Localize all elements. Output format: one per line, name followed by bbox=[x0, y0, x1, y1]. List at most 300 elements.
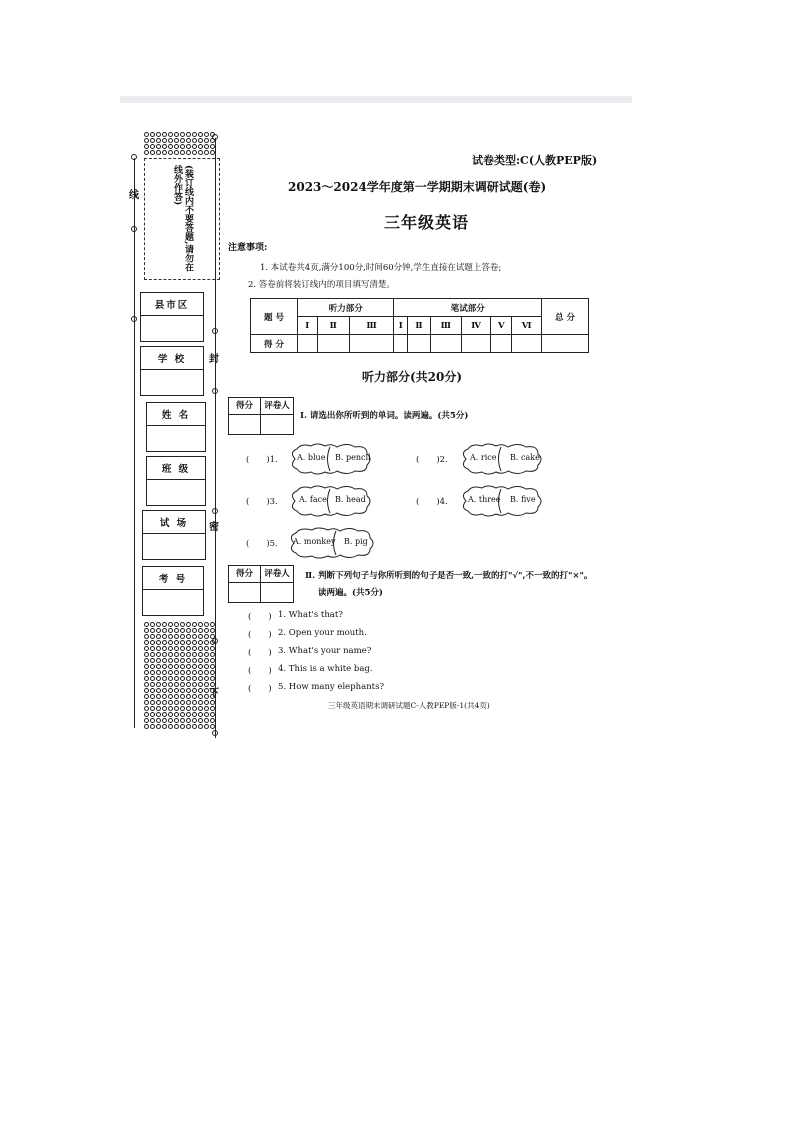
subject-title: 三年级英语 bbox=[384, 213, 470, 232]
punch-dot bbox=[174, 150, 179, 155]
punch-dot bbox=[144, 700, 149, 705]
punch-dot bbox=[180, 144, 185, 149]
punch-dot bbox=[198, 138, 203, 143]
side-hole bbox=[212, 730, 218, 736]
punch-dot bbox=[156, 688, 161, 693]
punch-dot bbox=[174, 664, 179, 669]
punch-dot bbox=[168, 634, 173, 639]
punch-dot bbox=[198, 646, 203, 651]
punch-dot bbox=[156, 712, 161, 717]
punch-dot bbox=[162, 628, 167, 633]
punch-dot bbox=[162, 670, 167, 675]
punch-dot bbox=[192, 676, 197, 681]
bottom-dot-grid bbox=[144, 622, 215, 729]
punch-dot bbox=[186, 724, 191, 729]
punch-dot bbox=[192, 670, 197, 675]
punch-dot bbox=[174, 634, 179, 639]
punch-dot bbox=[162, 640, 167, 645]
notes-item-2: 2. 答卷前将装订线内的项目填写清楚。 bbox=[248, 280, 395, 290]
punch-dot bbox=[180, 628, 185, 633]
punch-dot bbox=[168, 700, 173, 705]
top-scan-strip bbox=[120, 96, 632, 103]
punch-dot bbox=[144, 676, 149, 681]
punch-dot bbox=[204, 718, 209, 723]
punch-dot bbox=[156, 670, 161, 675]
punch-dot bbox=[168, 150, 173, 155]
field-county-label: 县市区 bbox=[154, 300, 190, 311]
punch-dot bbox=[198, 628, 203, 633]
punch-dot bbox=[180, 634, 185, 639]
punch-dot bbox=[144, 694, 149, 699]
field-exam-number[interactable] bbox=[142, 566, 204, 616]
punch-dot bbox=[150, 712, 155, 717]
punch-dot bbox=[156, 628, 161, 633]
punch-dot bbox=[198, 132, 203, 137]
punch-dot bbox=[168, 646, 173, 651]
option-b[interactable]: B. pig bbox=[344, 537, 368, 546]
punch-dot bbox=[180, 670, 185, 675]
punch-dot bbox=[150, 670, 155, 675]
punch-dot bbox=[168, 144, 173, 149]
option-a[interactable]: A. three bbox=[468, 495, 501, 504]
score-cell[interactable] bbox=[512, 335, 542, 353]
punch-dot bbox=[168, 670, 173, 675]
punch-dot bbox=[204, 700, 209, 705]
punch-dot bbox=[204, 676, 209, 681]
score-cell[interactable] bbox=[461, 335, 490, 353]
punch-dot bbox=[156, 658, 161, 663]
answer-paren[interactable]: ( ) bbox=[248, 612, 272, 622]
score-table bbox=[250, 298, 589, 353]
grade-box-score-label: 得分 bbox=[229, 566, 261, 583]
punch-dot bbox=[186, 622, 191, 627]
punch-dot bbox=[156, 132, 161, 137]
answer-paren[interactable]: ( ) bbox=[248, 684, 272, 694]
field-room[interactable] bbox=[142, 510, 206, 560]
punch-dot bbox=[156, 634, 161, 639]
punch-dot bbox=[168, 688, 173, 693]
punch-dot bbox=[162, 712, 167, 717]
side-hole bbox=[212, 134, 218, 140]
punch-dot bbox=[174, 712, 179, 717]
option-b[interactable]: B. pencil bbox=[335, 453, 371, 462]
punch-dot bbox=[168, 682, 173, 687]
answer-paren[interactable]: ( ) bbox=[248, 630, 272, 640]
binding-line-right bbox=[215, 138, 216, 738]
col-w5: Ⅴ bbox=[491, 317, 512, 335]
punch-dot bbox=[174, 622, 179, 627]
punch-dot bbox=[186, 700, 191, 705]
punch-dot bbox=[168, 676, 173, 681]
punch-dot bbox=[192, 682, 197, 687]
grade-box-grader-label: 评卷人 bbox=[261, 398, 293, 415]
paper-type: 试卷类型:C(人教PEP版) bbox=[472, 154, 598, 167]
punch-dot bbox=[174, 694, 179, 699]
punch-dot bbox=[192, 694, 197, 699]
punch-dot bbox=[180, 694, 185, 699]
punch-dot bbox=[180, 724, 185, 729]
punch-dot bbox=[204, 724, 209, 729]
option-a[interactable]: A. blue bbox=[297, 453, 326, 462]
punch-dot bbox=[156, 700, 161, 705]
punch-dot bbox=[156, 706, 161, 711]
exam-page bbox=[120, 118, 632, 748]
punch-dot bbox=[150, 144, 155, 149]
punch-dot bbox=[204, 670, 209, 675]
punch-dot bbox=[186, 132, 191, 137]
score-cell[interactable] bbox=[542, 335, 589, 353]
punch-dot bbox=[144, 712, 149, 717]
total-header: 总 分 bbox=[542, 299, 589, 335]
punch-dot bbox=[156, 724, 161, 729]
punch-dot bbox=[186, 682, 191, 687]
punch-dot bbox=[186, 646, 191, 651]
punch-dot bbox=[204, 706, 209, 711]
punch-dot bbox=[180, 688, 185, 693]
punch-dot bbox=[180, 150, 185, 155]
punch-dot bbox=[192, 144, 197, 149]
col-l1: Ⅰ bbox=[298, 317, 318, 335]
punch-dot bbox=[180, 664, 185, 669]
score-cell[interactable] bbox=[408, 335, 431, 353]
punch-dot bbox=[156, 718, 161, 723]
part2-instruction: Ⅱ. 判断下列句子与你所听到的句子是否一致,一致的打"√",不一致的打"×"。 bbox=[305, 571, 593, 581]
binding-notice: (装订线内不要答题,请勿在线外作答) bbox=[172, 165, 193, 272]
option-a[interactable]: A. face bbox=[299, 495, 327, 504]
punch-dot bbox=[204, 640, 209, 645]
binding-line-left bbox=[134, 158, 135, 728]
listening-header: 听力部分 bbox=[298, 299, 394, 317]
punch-dot bbox=[180, 712, 185, 717]
section-title: 听力部分(共20分) bbox=[362, 370, 463, 384]
option-a[interactable]: A. rice bbox=[470, 453, 497, 462]
punch-dot bbox=[150, 652, 155, 657]
punch-dot bbox=[150, 700, 155, 705]
punch-dot bbox=[162, 682, 167, 687]
score-cell[interactable] bbox=[430, 335, 461, 353]
punch-dot bbox=[156, 682, 161, 687]
punch-dot bbox=[150, 640, 155, 645]
answer-paren-5[interactable]: ( )5. bbox=[246, 539, 278, 549]
option-cloud-1 bbox=[287, 442, 373, 476]
col-l3: Ⅲ bbox=[349, 317, 394, 335]
field-school[interactable] bbox=[140, 346, 204, 396]
punch-dot bbox=[150, 132, 155, 137]
punch-dot bbox=[168, 712, 173, 717]
punch-dot bbox=[186, 676, 191, 681]
punch-dot bbox=[162, 688, 167, 693]
answer-paren-3[interactable]: ( )3. bbox=[246, 497, 278, 507]
punch-dot bbox=[180, 640, 185, 645]
punch-dot bbox=[162, 132, 167, 137]
punch-dot bbox=[192, 640, 197, 645]
punch-dot bbox=[168, 724, 173, 729]
answer-paren-1[interactable]: ( )1. bbox=[246, 455, 278, 465]
score-cell[interactable] bbox=[298, 335, 318, 353]
punch-dot bbox=[174, 676, 179, 681]
punch-dot bbox=[174, 138, 179, 143]
field-name[interactable] bbox=[146, 402, 206, 452]
punch-dot bbox=[156, 646, 161, 651]
punch-dot bbox=[150, 724, 155, 729]
punch-dot bbox=[168, 138, 173, 143]
punch-dot bbox=[150, 138, 155, 143]
punch-dot bbox=[168, 664, 173, 669]
punch-dot bbox=[198, 664, 203, 669]
score-cell[interactable] bbox=[349, 335, 394, 353]
punch-dot bbox=[168, 658, 173, 663]
punch-dot bbox=[204, 664, 209, 669]
punch-dot bbox=[192, 664, 197, 669]
punch-dot bbox=[192, 150, 197, 155]
punch-dot bbox=[162, 138, 167, 143]
punch-dot bbox=[150, 664, 155, 669]
punch-dot bbox=[204, 150, 209, 155]
punch-dot bbox=[198, 144, 203, 149]
answer-paren[interactable]: ( ) bbox=[248, 648, 272, 658]
punch-dot bbox=[150, 706, 155, 711]
punch-dot bbox=[162, 706, 167, 711]
punch-dot bbox=[144, 682, 149, 687]
part2-instruction-line2: 读两遍。(共5分) bbox=[318, 588, 383, 598]
punch-dot bbox=[150, 694, 155, 699]
top-dot-grid bbox=[144, 132, 215, 155]
punch-dot bbox=[156, 138, 161, 143]
punch-dot bbox=[162, 700, 167, 705]
punch-dot bbox=[144, 658, 149, 663]
punch-dot bbox=[144, 634, 149, 639]
grade-box-part2[interactable] bbox=[228, 565, 294, 603]
punch-dot bbox=[150, 688, 155, 693]
field-exam-number-label: 考 号 bbox=[158, 574, 188, 585]
field-name-label: 姓 名 bbox=[161, 410, 191, 421]
punch-dot bbox=[144, 144, 149, 149]
field-class[interactable] bbox=[146, 456, 206, 506]
punch-dot bbox=[174, 724, 179, 729]
field-school-label: 学 校 bbox=[157, 354, 187, 365]
punch-dot bbox=[144, 622, 149, 627]
punch-dot bbox=[144, 138, 149, 143]
option-b[interactable]: B. head bbox=[335, 495, 366, 504]
punch-dot bbox=[198, 676, 203, 681]
punch-dot bbox=[204, 634, 209, 639]
option-a[interactable]: A. monkey bbox=[293, 537, 336, 546]
side-char-xian: 线 bbox=[129, 190, 139, 201]
answer-paren-4[interactable]: ( )4. bbox=[416, 497, 448, 507]
punch-dot bbox=[162, 150, 167, 155]
punch-dot bbox=[198, 658, 203, 663]
punch-dot bbox=[144, 718, 149, 723]
side-char-xia: 下 bbox=[209, 688, 219, 699]
punch-dot bbox=[186, 694, 191, 699]
punch-dot bbox=[174, 640, 179, 645]
punch-dot bbox=[162, 724, 167, 729]
punch-dot bbox=[180, 652, 185, 657]
col-w4: Ⅳ bbox=[461, 317, 490, 335]
punch-dot bbox=[174, 652, 179, 657]
punch-dot bbox=[204, 622, 209, 627]
punch-dot bbox=[198, 718, 203, 723]
punch-dot bbox=[150, 628, 155, 633]
punch-dot bbox=[174, 718, 179, 723]
punch-dot bbox=[168, 628, 173, 633]
sentence-2: 2. Open your mouth. bbox=[278, 628, 367, 638]
score-cell[interactable] bbox=[491, 335, 512, 353]
grade-box-grader-cell bbox=[261, 415, 293, 434]
option-b[interactable]: B. cake bbox=[510, 453, 540, 462]
punch-dot bbox=[144, 688, 149, 693]
punch-dot bbox=[174, 688, 179, 693]
punch-dot bbox=[162, 664, 167, 669]
part1-instruction: Ⅰ. 请选出你所听到的单词。读两遍。(共5分) bbox=[300, 411, 469, 421]
field-county[interactable] bbox=[140, 292, 204, 342]
punch-dot bbox=[192, 634, 197, 639]
punch-dot bbox=[162, 694, 167, 699]
punch-dot bbox=[174, 682, 179, 687]
punch-dot bbox=[162, 658, 167, 663]
answer-paren-2[interactable]: ( )2. bbox=[416, 455, 448, 465]
punch-dot bbox=[198, 700, 203, 705]
punch-dot bbox=[144, 646, 149, 651]
punch-dot bbox=[198, 682, 203, 687]
punch-dot bbox=[198, 652, 203, 657]
punch-dot bbox=[180, 622, 185, 627]
side-hole bbox=[131, 316, 137, 322]
punch-dot bbox=[204, 144, 209, 149]
punch-dot bbox=[174, 646, 179, 651]
punch-dot bbox=[174, 706, 179, 711]
punch-dot bbox=[180, 646, 185, 651]
punch-dot bbox=[192, 700, 197, 705]
punch-dot bbox=[156, 144, 161, 149]
punch-dot bbox=[186, 658, 191, 663]
punch-dot bbox=[168, 640, 173, 645]
punch-dot bbox=[144, 706, 149, 711]
punch-dot bbox=[192, 724, 197, 729]
grade-box-part1[interactable] bbox=[228, 397, 294, 435]
punch-dot bbox=[186, 634, 191, 639]
side-hole bbox=[212, 388, 218, 394]
punch-dot bbox=[186, 712, 191, 717]
punch-dot bbox=[168, 718, 173, 723]
punch-dot bbox=[186, 718, 191, 723]
col-w1: Ⅰ bbox=[394, 317, 408, 335]
option-cloud-3 bbox=[287, 484, 373, 518]
punch-dot bbox=[150, 634, 155, 639]
punch-dot bbox=[162, 144, 167, 149]
punch-dot bbox=[156, 150, 161, 155]
option-cloud-5 bbox=[286, 526, 376, 560]
written-header: 笔试部分 bbox=[394, 299, 542, 317]
sentence-1: 1. What's that? bbox=[278, 610, 343, 620]
grade-box-grader-label: 评卷人 bbox=[261, 566, 293, 583]
option-cloud-2 bbox=[458, 442, 544, 476]
notes-title: 注意事项: bbox=[228, 243, 268, 253]
punch-dot bbox=[162, 718, 167, 723]
punch-dot bbox=[174, 628, 179, 633]
punch-dot bbox=[162, 634, 167, 639]
punch-dot bbox=[168, 652, 173, 657]
col-w6: Ⅵ bbox=[512, 317, 542, 335]
punch-dot bbox=[186, 144, 191, 149]
punch-dot bbox=[144, 132, 149, 137]
punch-dot bbox=[180, 718, 185, 723]
punch-dot bbox=[150, 676, 155, 681]
punch-dot bbox=[186, 664, 191, 669]
punch-dot bbox=[192, 712, 197, 717]
punch-dot bbox=[174, 658, 179, 663]
punch-dot bbox=[186, 628, 191, 633]
punch-dot bbox=[186, 150, 191, 155]
sentence-5: 5. How many elephants? bbox=[278, 682, 384, 692]
grade-box-score-cell bbox=[229, 415, 261, 434]
punch-dot bbox=[156, 664, 161, 669]
punch-dot bbox=[162, 652, 167, 657]
punch-dot bbox=[192, 688, 197, 693]
punch-dot bbox=[156, 622, 161, 627]
punch-dot bbox=[174, 144, 179, 149]
punch-dot bbox=[192, 658, 197, 663]
score-cell[interactable] bbox=[394, 335, 408, 353]
punch-dot bbox=[174, 700, 179, 705]
punch-dot bbox=[168, 694, 173, 699]
punch-dot bbox=[144, 670, 149, 675]
punch-dot bbox=[186, 652, 191, 657]
punch-dot bbox=[198, 724, 203, 729]
punch-dot bbox=[186, 706, 191, 711]
punch-dot bbox=[174, 670, 179, 675]
punch-dot bbox=[192, 646, 197, 651]
punch-dot bbox=[180, 700, 185, 705]
punch-dot bbox=[198, 634, 203, 639]
score-cell[interactable] bbox=[317, 335, 349, 353]
punch-dot bbox=[198, 694, 203, 699]
punch-dot bbox=[198, 640, 203, 645]
punch-dot bbox=[150, 718, 155, 723]
option-b[interactable]: B. five bbox=[510, 495, 536, 504]
punch-dot bbox=[186, 670, 191, 675]
punch-dot bbox=[198, 712, 203, 717]
side-hole bbox=[131, 154, 137, 160]
option-cloud-4 bbox=[458, 484, 544, 518]
grade-box-score-label: 得分 bbox=[229, 398, 261, 415]
punch-dot bbox=[180, 682, 185, 687]
punch-dot bbox=[198, 622, 203, 627]
punch-dot bbox=[198, 688, 203, 693]
punch-dot bbox=[150, 658, 155, 663]
side-hole bbox=[212, 328, 218, 334]
col-w2: Ⅱ bbox=[408, 317, 431, 335]
punch-dot bbox=[198, 670, 203, 675]
punch-dot bbox=[198, 706, 203, 711]
punch-dot bbox=[192, 138, 197, 143]
punch-dot bbox=[144, 724, 149, 729]
punch-dot bbox=[180, 658, 185, 663]
col-w3: Ⅲ bbox=[430, 317, 461, 335]
sentence-3: 3. What's your name? bbox=[278, 646, 372, 656]
punch-dot bbox=[186, 688, 191, 693]
punch-dot bbox=[150, 646, 155, 651]
answer-paren[interactable]: ( ) bbox=[248, 666, 272, 676]
punch-dot bbox=[186, 138, 191, 143]
punch-dot bbox=[144, 628, 149, 633]
punch-dot bbox=[192, 706, 197, 711]
punch-dot bbox=[144, 150, 149, 155]
side-hole bbox=[212, 638, 218, 644]
punch-dot bbox=[180, 132, 185, 137]
side-char-mi: 密 bbox=[209, 522, 219, 533]
punch-dot bbox=[192, 622, 197, 627]
